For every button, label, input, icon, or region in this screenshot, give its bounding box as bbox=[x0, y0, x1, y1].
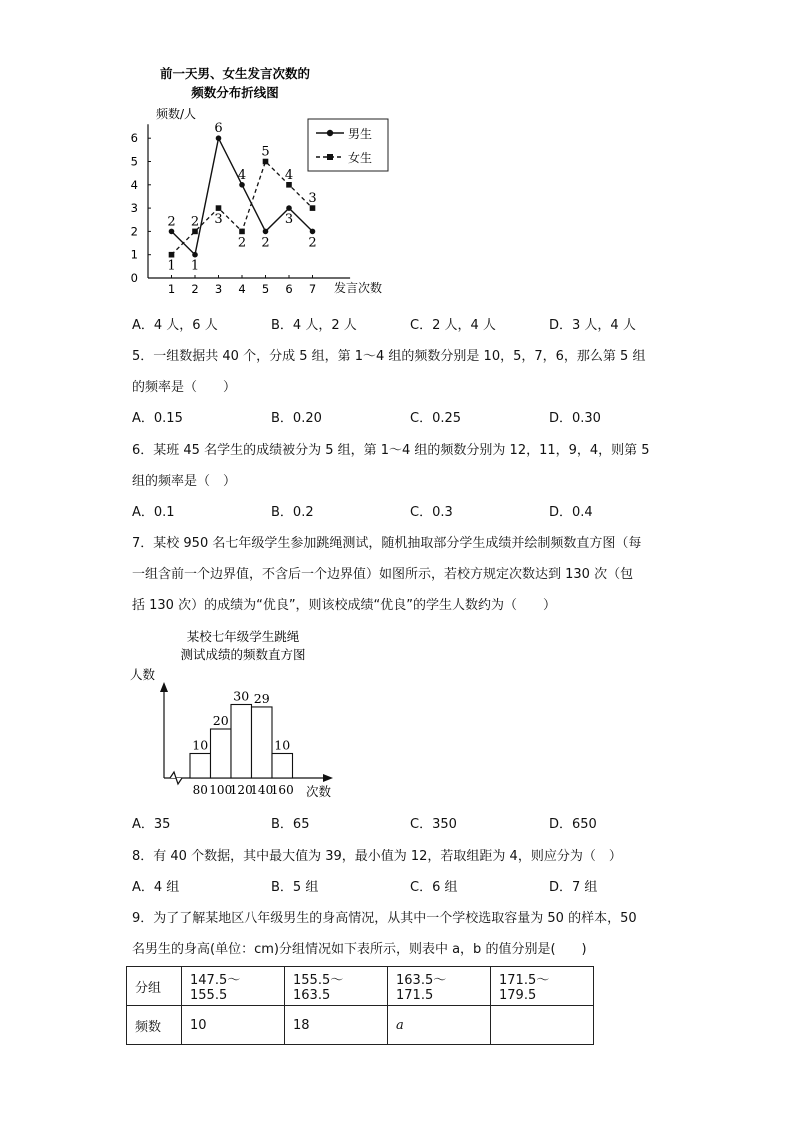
female-point bbox=[192, 229, 198, 235]
q5-option-a[interactable]: A．0.15 bbox=[132, 411, 183, 426]
q5-text-line1: 5．一组数据共 40 个，分成 5 组，第 1～4 组的频数分别是 10，5，7，6，那么第 5 组 bbox=[132, 349, 646, 364]
table-cell bbox=[491, 1006, 594, 1045]
chart2-title-line2: 测试成绩的频数直方图 bbox=[180, 647, 306, 662]
chart2-x-arrow bbox=[323, 774, 333, 782]
table-cell: 155.5～163.5 bbox=[285, 967, 388, 1006]
y-tick-label: 5 bbox=[130, 154, 138, 169]
histogram-bar bbox=[231, 705, 252, 779]
q8-option-a[interactable]: A．4 组 bbox=[132, 880, 180, 895]
chart2-title-line1: 某校七年级学生跳绳 bbox=[186, 629, 300, 644]
q7-option-a[interactable]: A．35 bbox=[132, 817, 171, 832]
q5-option-c[interactable]: C．0.25 bbox=[410, 411, 462, 426]
chart2-y-arrow bbox=[160, 682, 168, 692]
legend-female-label: 女生 bbox=[348, 151, 373, 165]
chart2-xlabel: 次数 bbox=[306, 784, 332, 799]
female-data-label: 2 bbox=[190, 214, 200, 230]
table-cell: 147.5～155.5 bbox=[182, 967, 285, 1006]
female-point bbox=[286, 182, 292, 188]
table-cell: 分组 bbox=[127, 967, 182, 1006]
q4-option-b[interactable]: B．4 人，2 人 bbox=[271, 318, 357, 333]
male-point bbox=[263, 229, 269, 235]
legend-male-marker bbox=[327, 130, 333, 136]
chart2-ylabel: 人数 bbox=[130, 667, 156, 682]
male-data-label: 3 bbox=[284, 212, 294, 228]
chart1-title-line1: 前一天男、女生发言次数的 bbox=[159, 66, 311, 81]
female-data-label: 3 bbox=[308, 191, 317, 207]
q8-option-c[interactable]: C．6 组 bbox=[410, 880, 458, 895]
chart1-ylabel: 频数/人 bbox=[156, 107, 197, 121]
q4-option-d[interactable]: D．3 人，4 人 bbox=[549, 318, 636, 333]
histogram-chart bbox=[128, 624, 358, 806]
histogram-bar bbox=[252, 707, 273, 778]
x-tick-label: 140 bbox=[250, 783, 274, 797]
histogram-bar bbox=[211, 729, 232, 778]
female-data-label: 4 bbox=[284, 167, 294, 183]
female-data-label: 5 bbox=[261, 144, 270, 160]
q5-option-b[interactable]: B．0.20 bbox=[271, 411, 322, 426]
table-cell: 18 bbox=[285, 1006, 388, 1045]
male-data-label: 6 bbox=[214, 121, 223, 137]
bar-value-label: 10 bbox=[274, 737, 291, 753]
male-data-label: 1 bbox=[190, 258, 200, 274]
table-cell: 163.5～171.5 bbox=[388, 967, 491, 1006]
table-row bbox=[127, 967, 594, 1006]
male-point bbox=[286, 205, 292, 211]
q4-option-c[interactable]: C．2 人，4 人 bbox=[410, 318, 496, 333]
female-data-label: 1 bbox=[167, 258, 176, 274]
q8-text-line1: 8．有 40 个数据，其中最大值为 39，最小值为 12，若取组距为 4，则应分为（ ） bbox=[132, 849, 622, 864]
x-tick-label: 100 bbox=[209, 783, 233, 797]
female-point bbox=[310, 205, 316, 211]
line-chart bbox=[120, 60, 400, 300]
q9-text-line1: 9．为了了解某地区八年级男生的身高情况，从其中一个学校选取容量为 50 的样本，50 bbox=[132, 911, 637, 926]
female-point bbox=[239, 229, 245, 235]
x-tick-label: 2 bbox=[191, 282, 199, 296]
x-tick-label: 3 bbox=[214, 282, 223, 296]
male-point bbox=[216, 135, 222, 141]
q4-option-a[interactable]: A．4 人，6 人 bbox=[132, 318, 218, 333]
histogram-bar bbox=[190, 754, 211, 779]
q7-text-line3: 括 130 次）的成绩为“优良”，则该校成绩“优良”的学生人数约为（ ） bbox=[132, 598, 557, 613]
q5-option-d[interactable]: D．0.30 bbox=[549, 411, 601, 426]
histogram-bar bbox=[272, 754, 293, 779]
q6-text-line1: 6．某班 45 名学生的成绩被分为 5 组，第 1～4 组的频数分别为 12，11，9，4，则第 5 bbox=[132, 443, 650, 458]
female-data-label: 2 bbox=[237, 235, 247, 251]
male-point bbox=[169, 229, 175, 235]
y-tick-label: 0 bbox=[130, 271, 138, 285]
x-tick-label: 6 bbox=[285, 282, 293, 296]
male-data-label: 2 bbox=[167, 214, 176, 230]
q7-option-d[interactable]: D．650 bbox=[549, 817, 597, 832]
frequency-table bbox=[126, 966, 594, 1045]
male-data-label: 4 bbox=[237, 167, 247, 183]
male-point bbox=[192, 252, 198, 258]
bar-value-label: 30 bbox=[233, 688, 250, 704]
table-row bbox=[127, 1006, 594, 1045]
table-cell: a bbox=[388, 1006, 491, 1045]
q7-text-line1: 7．某校 950 名七年级学生参加跳绳测试，随机抽取部分学生成绩并绘制频数直方图（每 bbox=[132, 536, 642, 551]
x-tick-label: 120 bbox=[229, 783, 253, 797]
female-point bbox=[216, 205, 222, 211]
table-cell: 10 bbox=[182, 1006, 285, 1045]
x-tick-label: 160 bbox=[270, 783, 294, 797]
table-cell: 频数 bbox=[127, 1006, 182, 1045]
q6-text-line2: 组的频率是（ ） bbox=[132, 474, 237, 489]
bar-value-label: 29 bbox=[253, 690, 270, 706]
q9-text-line2: 名男生的身高(单位：cm)分组情况如下表所示，则表中 a，b 的值分别是( ) bbox=[132, 942, 587, 957]
q7-text-line2: 一组含前一个边界值，不含后一个边界值）如图所示，若校方规定次数达到 130 次（包 bbox=[132, 567, 634, 582]
male-point bbox=[310, 229, 316, 235]
table-cell: 171.5～179.5 bbox=[491, 967, 594, 1006]
q7-option-b[interactable]: B．65 bbox=[271, 817, 310, 832]
chart2-axis-break bbox=[170, 772, 182, 784]
y-tick-label: 1 bbox=[130, 247, 138, 262]
y-tick-label: 6 bbox=[130, 131, 138, 146]
female-data-label: 3 bbox=[214, 212, 223, 228]
y-tick-label: 4 bbox=[130, 177, 138, 192]
q6-option-c[interactable]: C．0.3 bbox=[410, 505, 453, 520]
x-tick-label: 4 bbox=[238, 282, 246, 296]
q6-option-a[interactable]: A．0.1 bbox=[132, 505, 175, 520]
bar-value-label: 10 bbox=[192, 737, 209, 753]
male-point bbox=[239, 182, 245, 188]
legend-female-marker bbox=[327, 154, 333, 160]
q6-option-b[interactable]: B．0.2 bbox=[271, 505, 314, 520]
x-tick-label: 80 bbox=[192, 783, 208, 797]
q7-option-c[interactable]: C．350 bbox=[410, 817, 457, 832]
y-tick-label: 3 bbox=[130, 201, 138, 216]
male-data-label: 2 bbox=[308, 235, 317, 251]
q8-option-b[interactable]: B．5 组 bbox=[271, 880, 319, 895]
chart1-xlabel: 发言次数 bbox=[334, 281, 383, 295]
x-tick-label: 5 bbox=[261, 282, 270, 296]
bar-value-label: 20 bbox=[212, 713, 229, 728]
y-tick-label: 2 bbox=[130, 224, 138, 239]
female-point bbox=[169, 252, 175, 258]
legend-male-label: 男生 bbox=[348, 127, 373, 141]
q5-text-line2: 的频率是（ ） bbox=[132, 380, 237, 395]
q8-option-d[interactable]: D．7 组 bbox=[549, 880, 598, 895]
female-point bbox=[263, 159, 269, 165]
x-tick-label: 7 bbox=[308, 282, 317, 296]
male-data-label: 2 bbox=[261, 235, 270, 251]
q6-option-d[interactable]: D．0.4 bbox=[549, 505, 593, 520]
chart1-title-line2: 频数分布折线图 bbox=[191, 85, 279, 100]
x-tick-label: 1 bbox=[167, 282, 176, 296]
